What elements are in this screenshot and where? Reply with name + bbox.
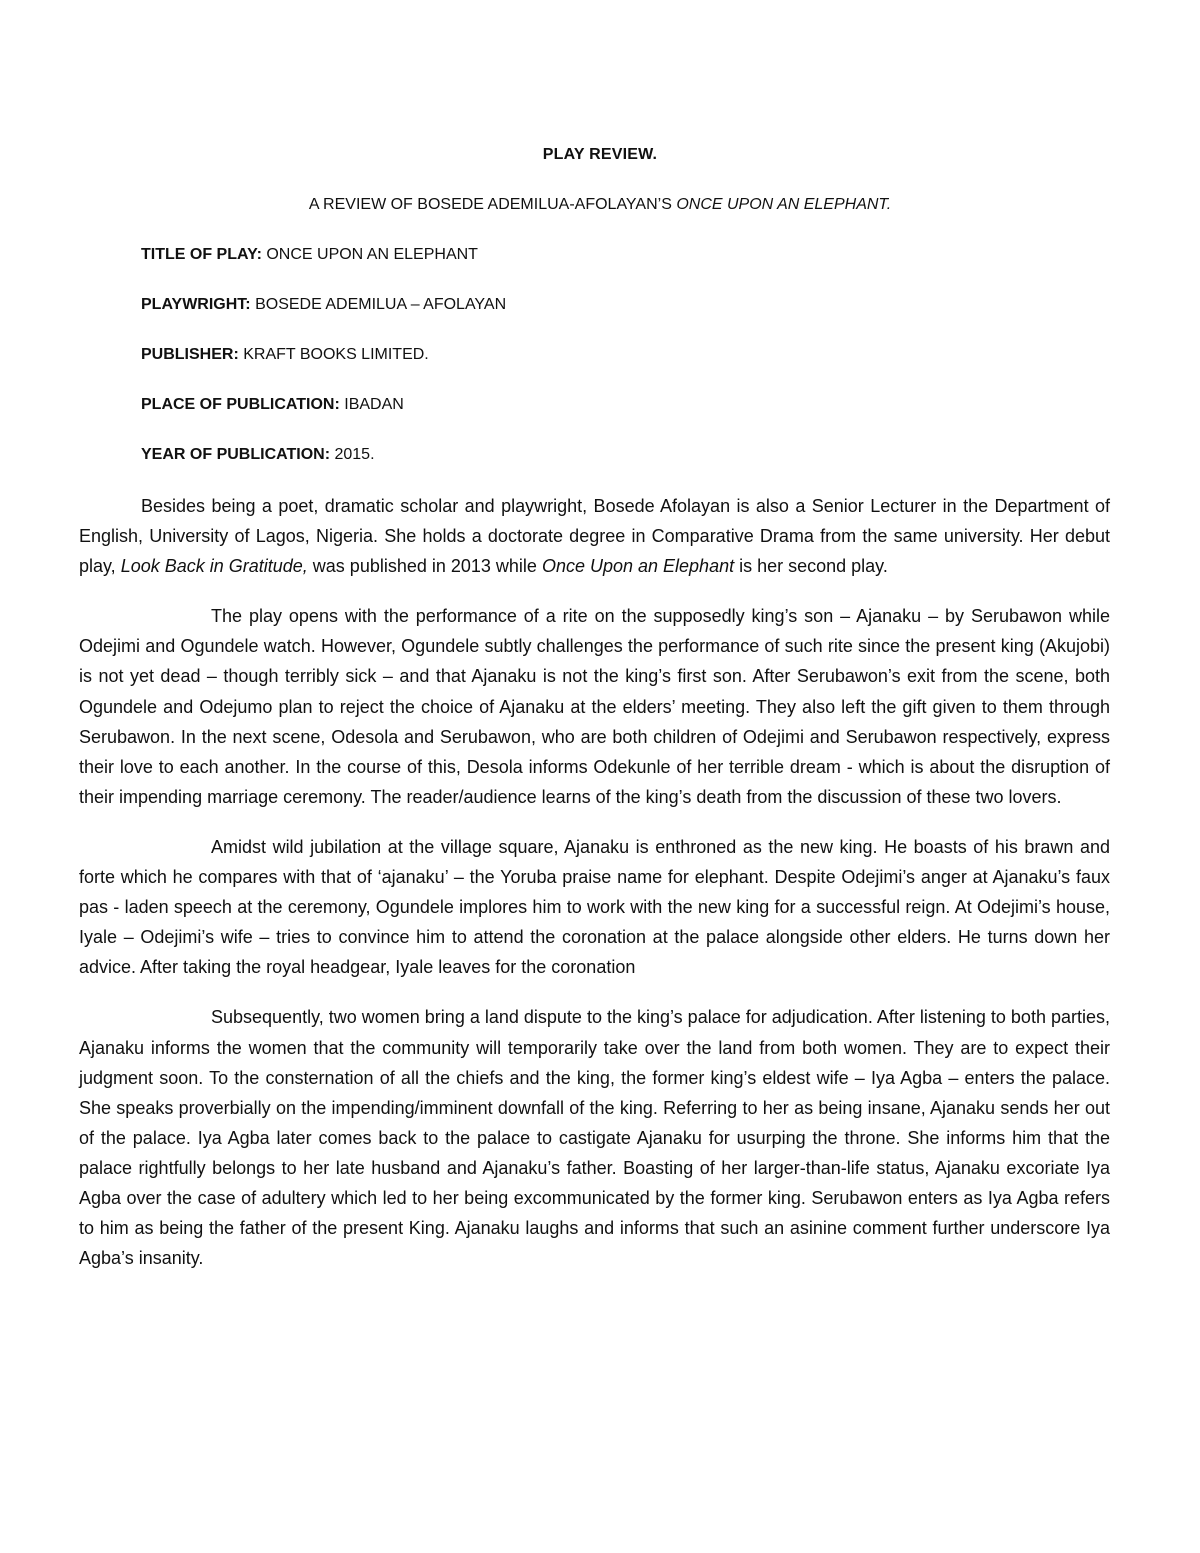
document-title: PLAY REVIEW. <box>542 146 658 163</box>
meta-place-of-publication <box>141 396 404 414</box>
meta-value: KRAFT BOOKS LIMITED. <box>238 346 429 363</box>
paragraph-author-bio <box>79 491 1110 581</box>
meta-label: TITLE OF PLAY: <box>141 246 262 263</box>
meta-value: BOSEDE ADEMILUA – AFOLAYAN <box>250 296 507 313</box>
meta-value: IBADAN <box>339 396 404 413</box>
paragraph-enthronement: Amidst wild jubilation at the village square, Ajanaku is enthroned as the new king. He boasts of his brawn and forte which he compares with that of ‘ajanaku’ – the Yoruba praise name for elephant. Despite Odejimi’s anger at Ajanaku’s faux pas - laden speech at the ceremony, Ogundele implores him to work with the new king for a successful reign. At Odejimi’s house, Iyale – Odejimi’s wife – tries to convince him to attend the coronation at the palace alongside other elders. He turns down her advice. After taking the royal headgear, Iyale leaves for the coronation <box>79 836 1110 978</box>
meta-label: YEAR OF PUBLICATION: <box>141 446 331 463</box>
paragraph-opening: The play opens with the performance of a rite on the supposedly king’s son – Ajanaku – by Serubawon while Odejimi and Ogundele watch. However, Ogundele subtly challenges the performance of such rite since the present king (Akujobi) is not yet dead – though terribly sick – and that Ajanaku is not the king’s first son. After Serubawon’s exit from the scene, both Ogundele and Odejumo plan to reject the choice of Ajanaku at the elders’ meeting. They also left the gift given to them through Serubawon. In the next scene, Odesola and Serubawon, who are both children of Odejimi and Serubawon respectively, express their love to each another. In the course of this, Desola informs Odekunle of her terrible dream - which is about the disruption of their impending marriage ceremony. The reader/audience learns of the king’s death from the discussion of these two lovers. <box>79 606 1110 807</box>
paragraph-text: was published in 2013 while <box>307 556 542 577</box>
meta-title-of-play <box>141 246 478 264</box>
subtitle-play-title: ONCE UPON AN ELEPHANT. <box>676 196 892 213</box>
meta-label: PLAYWRIGHT: <box>141 296 251 313</box>
meta-label: PLACE OF PUBLICATION: <box>141 396 340 413</box>
meta-value: ONCE UPON AN ELEPHANT <box>261 246 478 263</box>
meta-label: PUBLISHER: <box>141 346 239 363</box>
review-body <box>79 491 1110 1293</box>
paragraph-land-dispute: Subsequently, two women bring a land dispute to the king’s palace for adjudication. After listening to both parties, Ajanaku informs the women that the community will temporarily take over the land from both women. They are to expect their judgment soon. To the consternation of all the chiefs and the king, the former king’s eldest wife – Iya Agba – enters the palace. She speaks proverbially on the impending/imminent downfall of the king. Referring to her as being insane, Ajanaku sends her out of the palace. Iya Agba later comes back to the palace to castigate Ajanaku for usurping the throne. She informs him that the palace rightfully belongs to her late husband and Ajanaku’s father. Boasting of her larger-than-life status, Ajanaku excoriate Iya Agba over the case of adultery which led to her being excommunicated by the former king. Serubawon enters as Iya Agba refers to him as being the father of the present King. Ajanaku laughs and informs that such an asinine comment further underscore Iya Agba’s insanity. <box>79 1007 1110 1269</box>
subtitle-text: A REVIEW OF BOSEDE ADEMILUA-AFOLAYAN’S <box>308 196 677 213</box>
meta-year-of-publication <box>141 446 375 464</box>
book-title-second: Once Upon an Elephant <box>541 556 735 577</box>
meta-publisher <box>141 346 429 364</box>
document-subtitle <box>0 196 1200 214</box>
book-title-debut: Look Back in Gratitude, <box>120 556 308 577</box>
meta-value: 2015. <box>330 446 375 463</box>
paragraph-text: Besides being a poet, dramatic scholar and playwright, Bosede Afolayan is also a Senior Lecturer in the Department of English, University of Lagos, Nigeria. She holds a doctorate degree in Comparative Drama from the same university. Her debut play, <box>79 496 1110 577</box>
paragraph-text: is her second play. <box>734 556 888 577</box>
meta-playwright <box>141 296 506 314</box>
